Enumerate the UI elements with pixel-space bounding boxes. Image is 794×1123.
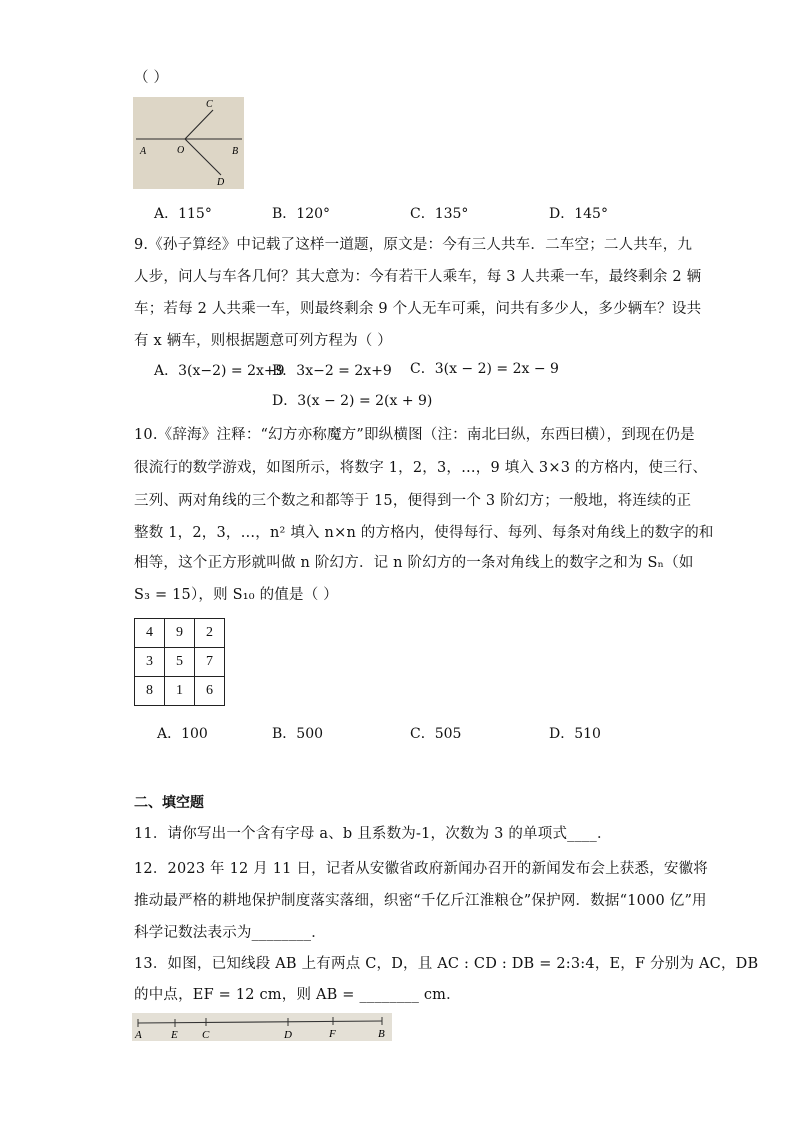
q9-option-b[interactable]: B．3x−2 = 2x+9 (272, 363, 392, 379)
label-c: C (202, 1029, 210, 1041)
q10-line-3: 三列、两对角线的三个数之和都等于 15，便得到一个 3 阶幻方；一般地，将连续的正 (134, 493, 692, 509)
ray-od (185, 139, 221, 175)
q10-line-4: 整数 1，2，3，…，n² 填入 n×n 的方格内，使得每行、每列、每条对角线上的数字的和 (134, 525, 714, 541)
label-f: F (329, 1028, 336, 1040)
label-d: D (284, 1029, 292, 1041)
q10-line-2: 很流行的数学游戏，如图所示，将数字 1，2，3，…，9 填入 3×3 的方格内，使三行、 (134, 460, 708, 476)
q10-option-c[interactable]: C．505 (410, 726, 462, 742)
q9-line-2: 人步，问人与车各几何？其大意为：今有若干人乘车，每 3 人共乘一车，最终剩余 2 辆 (134, 269, 702, 285)
magic-square-cell: 2 (195, 619, 225, 648)
q8-option-b[interactable]: B．120° (272, 206, 331, 222)
q12-line-2: 推动最严格的耕地保护制度落实落细，织密“千亿斤江淮粮仓”保护网．数据“1000 亿”用 (134, 893, 707, 909)
q10-line-5: 相等，这个正方形就叫做 n 阶幻方．记 n 阶幻方的一条对角线上的数字之和为 Sₙ（如 (134, 555, 694, 571)
q9-line-1: 9.《孙子算经》中记载了这样一道题，原文是：今有三人共车．二车空；二人共车，九 (134, 237, 693, 253)
magic-square-cell: 5 (165, 648, 195, 677)
q11-text: 11．请你写出一个含有字母 a、b 且系数为-1，次数为 3 的单项式____． (134, 826, 612, 842)
q13-line-2: 的中点，EF = 12 cm，则 AB = ________ cm． (134, 987, 461, 1003)
section-fill-in-title: 二、填空题 (134, 795, 204, 811)
q12-line-3: 科学记数法表示为________． (134, 925, 326, 941)
label-b: B (378, 1028, 385, 1040)
q9-line-4: 有 x 辆车，则根据题意可列方程为（ ） (134, 333, 393, 349)
magic-square-cell: 7 (195, 648, 225, 677)
q13-line-1: 13．如图，已知线段 AB 上有两点 C，D，且 AC : CD : DB = 2:3:4，E，F 分别为 AC，DB (134, 956, 759, 972)
angle-diagram (133, 97, 244, 189)
label-b: B (232, 146, 239, 157)
q9-option-a[interactable]: A．3(x−2) = 2x+9 (154, 363, 285, 379)
magic-square-row (135, 677, 225, 706)
magic-square (134, 618, 225, 706)
q10-line-6: S₃ = 15），则 S₁₀ 的值是（ ） (134, 587, 338, 603)
magic-square-row (135, 648, 225, 677)
magic-square-cell: 8 (135, 677, 165, 706)
label-a: A (135, 1029, 142, 1041)
segment-figure (132, 1013, 392, 1041)
q9-line-3: 车；若每 2 人共乘一车，则最终剩余 9 个人无车可乘，问共有多少人，多少辆车？设共 (134, 301, 702, 317)
label-a: A (140, 146, 147, 157)
q8-answer-paren: （ ） (134, 70, 169, 86)
label-e: E (171, 1029, 178, 1041)
q10-line-1: 10.《辞海》注释：“幻方亦称魔方”即纵横图（注：南北曰纵，东西曰横），到现在仍是 (134, 427, 695, 443)
q9-option-d[interactable]: D．3(x − 2) = 2(x + 9) (272, 393, 433, 409)
q8-option-a[interactable]: A．115° (154, 206, 212, 222)
magic-square-cell: 9 (165, 619, 195, 648)
angle-figure (133, 97, 244, 189)
magic-square-cell: 3 (135, 648, 165, 677)
q10-option-a[interactable]: A．100 (157, 726, 208, 742)
label-o: O (177, 145, 185, 156)
ray-oc (185, 110, 213, 139)
label-d: D (217, 177, 225, 188)
q8-option-d[interactable]: D．145° (549, 206, 608, 222)
q10-option-d[interactable]: D．510 (549, 726, 601, 742)
q9-option-c[interactable]: C．3(x − 2) = 2x − 9 (410, 361, 559, 377)
magic-square-cell: 6 (195, 677, 225, 706)
magic-square-cell: 1 (165, 677, 195, 706)
magic-square-row (135, 619, 225, 648)
q8-option-c[interactable]: C．135° (410, 206, 469, 222)
magic-square-cell: 4 (135, 619, 165, 648)
q12-line-1: 12．2023 年 12 月 11 日，记者从安徽省政府新闻办召开的新闻发布会上获悉，安徽将 (134, 861, 708, 877)
q10-option-b[interactable]: B．500 (272, 726, 324, 742)
segment-diagram (132, 1013, 392, 1041)
label-c: C (206, 99, 213, 110)
